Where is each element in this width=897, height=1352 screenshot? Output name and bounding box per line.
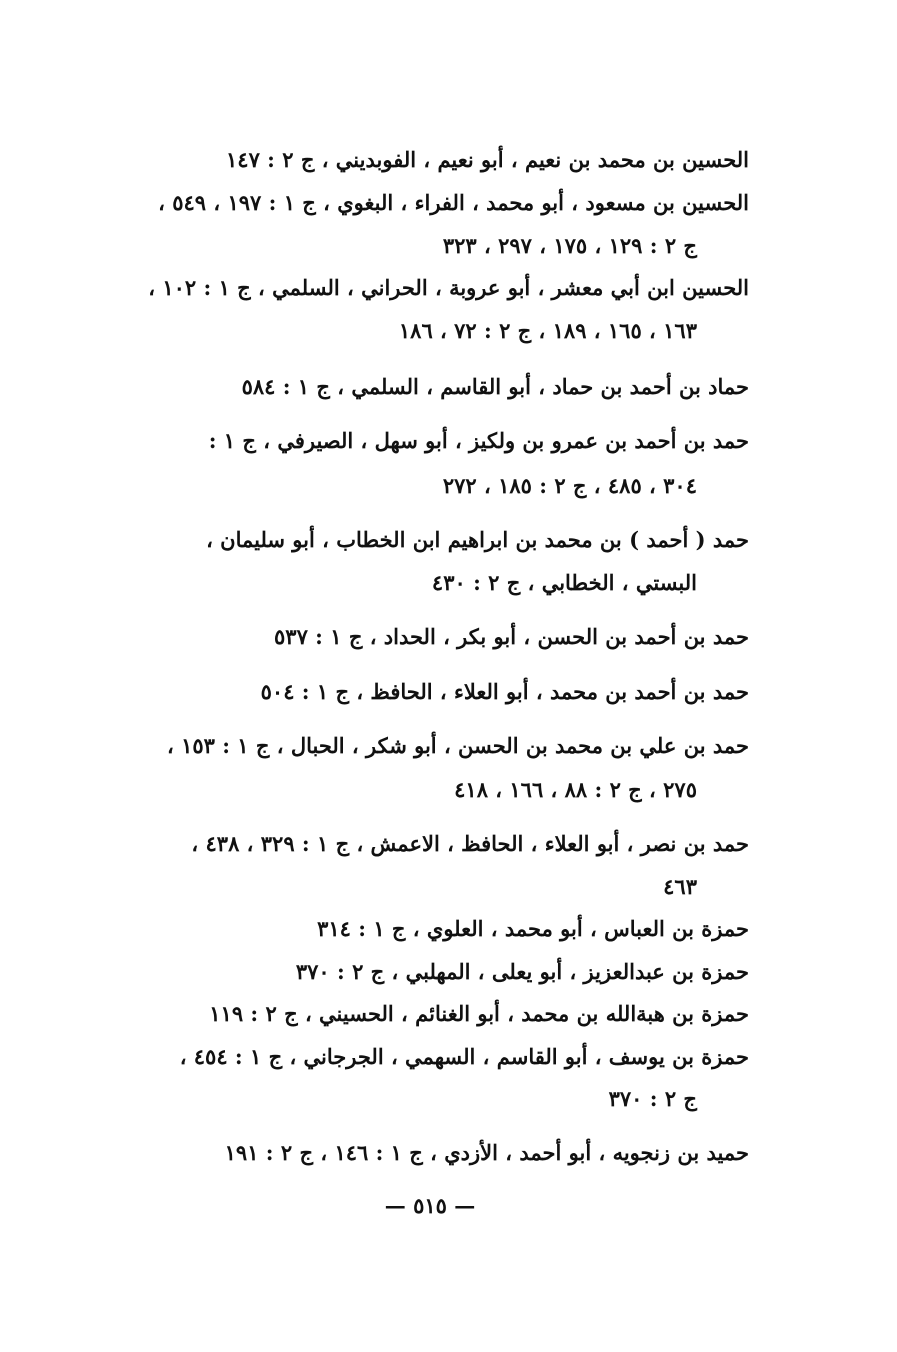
entry-line: حمزة بن عبدالعزيز ، أبو يعلى ، المهلبي ، ج ٢ : ٣٧٠ bbox=[295, 959, 749, 984]
entry-line: حمد بن نصر ، أبو العلاء ، الحافظ ، الاعمش ، ج ١ : ٣٢٩ ، ٤٣٨ ، bbox=[191, 831, 749, 856]
entry-line: حمزة بن العباس ، أبو محمد ، العلوي ، ج ١ : ٣١٤ bbox=[317, 916, 749, 941]
entry-continuation-line: ١٦٣ ، ١٦٥ ، ١٨٩ ، ج ٢ : ٧٢ ، ١٨٦ bbox=[398, 318, 697, 343]
page-number: — ٥١٥ — bbox=[384, 1193, 476, 1218]
entry-line: حمد بن أحمد بن عمرو بن ولكيز ، أبو سهل ، الصيرفي ، ج ١ : bbox=[208, 428, 749, 453]
entry-line: حمزة بن يوسف ، أبو القاسم ، السهمي ، الجرجاني ، ج ١ : ٤٥٤ ، bbox=[179, 1044, 749, 1069]
entry-line: الحسين بن مسعود ، أبو محمد ، الفراء ، البغوي ، ج ١ : ١٩٧ ، ٥٤٩ ، bbox=[158, 190, 749, 215]
entry-continuation-line: ٣٠٤ ، ٤٨٥ ، ج ٢ : ١٨٥ ، ٢٧٢ bbox=[442, 473, 697, 498]
entry-continuation-line: ج ٢ : ٣٧٠ bbox=[608, 1086, 697, 1111]
entry-line: حميد بن زنجويه ، أبو أحمد ، الأزدي ، ج ١ : ١٤٦ ، ج ٢ : ١٩١ bbox=[224, 1140, 749, 1165]
entry-continuation-line: ج ٢ : ١٢٩ ، ١٧٥ ، ٢٩٧ ، ٣٢٣ bbox=[442, 233, 697, 258]
entry-line: حمد بن أحمد بن محمد ، أبو العلاء ، الحافظ ، ج ١ : ٥٠٤ bbox=[260, 679, 749, 704]
entry-line: الحسين بن محمد بن نعيم ، أبو نعيم ، الفوبديني ، ج ٢ : ١٤٧ bbox=[226, 147, 749, 172]
entry-line: حمزة بن هبةالله بن محمد ، أبو الغنائم ، الحسيني ، ج ٢ : ١١٩ bbox=[209, 1001, 749, 1026]
entry-line: حمد بن أحمد بن الحسن ، أبو بكر ، الحداد ، ج ١ : ٥٣٧ bbox=[274, 624, 749, 649]
entry-line: حمد بن علي بن محمد بن الحسن ، أبو شكر ، الحبال ، ج ١ : ١٥٣ ، bbox=[166, 733, 749, 758]
entry-continuation-line: ٢٧٥ ، ج ٢ : ٨٨ ، ١٦٦ ، ٤١٨ bbox=[454, 777, 697, 802]
entry-line: الحسين ابن أبي معشر ، أبو عروبة ، الحراني ، السلمي ، ج ١ : ١٠٢ ، bbox=[148, 275, 749, 300]
entry-line: حمد ( أحمد ) بن محمد بن ابراهيم ابن الخطاب ، أبو سليمان ، bbox=[206, 527, 749, 552]
entry-continuation-line: ٤٦٣ bbox=[663, 874, 697, 899]
entry-continuation-line: البستي ، الخطابي ، ج ٢ : ٤٣٠ bbox=[431, 570, 697, 595]
entry-line: حماد بن أحمد بن حماد ، أبو القاسم ، السلمي ، ج ١ : ٥٨٤ bbox=[241, 374, 749, 399]
